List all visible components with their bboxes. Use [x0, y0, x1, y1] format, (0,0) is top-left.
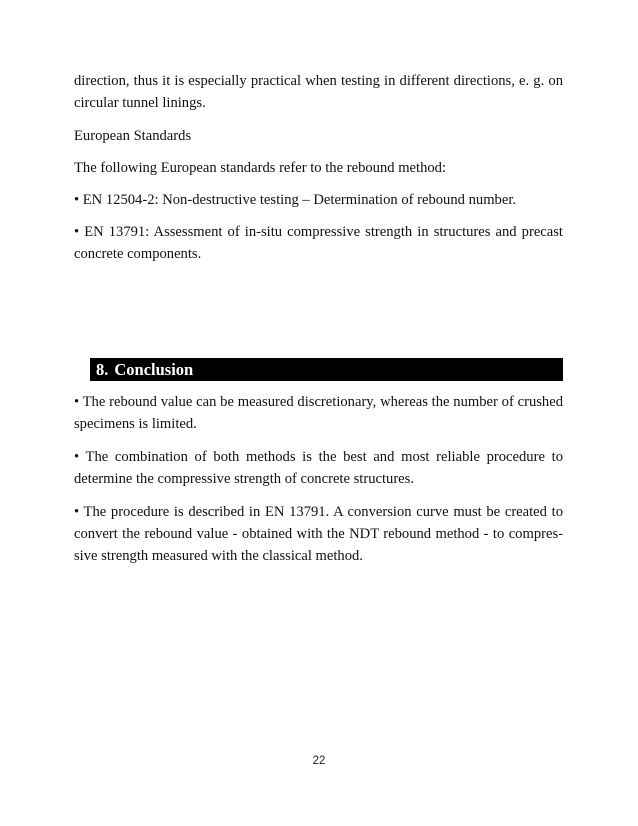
bullet-procedure-en-13791: • The procedure is described in EN 13791. A conversion curve must be created to convert the rebound value - obtained with the NDT rebound method - to compres-sive strength measured with the classical method.: [74, 504, 563, 564]
section-heading-conclusion: [90, 358, 563, 381]
paragraph-standards-intro: The following European standards refer to the rebound method:: [74, 160, 447, 176]
page-number: 22: [312, 755, 326, 767]
bullet-combination-methods: • The combination of both methods is the best and most reliable procedure to determine the compressive strength of concrete structures.: [74, 449, 563, 487]
section-number: 8.: [96, 359, 109, 379]
paragraph-directions: direction, thus it is especially practical when testing in different directions, e. g. on circular tunnel linings.: [74, 73, 563, 111]
bullet-en-12504-2: • EN 12504-2: Non-destructive testing – Determination of rebound number.: [74, 192, 517, 208]
bullet-rebound-value: • The rebound value can be measured discretionary, whereas the number of crushed specimens is limited.: [74, 394, 563, 432]
section-title: Conclusion: [114, 359, 194, 379]
subheading-european-standards: European Standards: [74, 128, 192, 144]
document-page: [74, 70, 563, 578]
bullet-en-13791: • EN 13791: Assessment of in-situ compressive strength in structures and precast concrete components.: [74, 224, 563, 262]
section-spacer: [74, 276, 563, 358]
